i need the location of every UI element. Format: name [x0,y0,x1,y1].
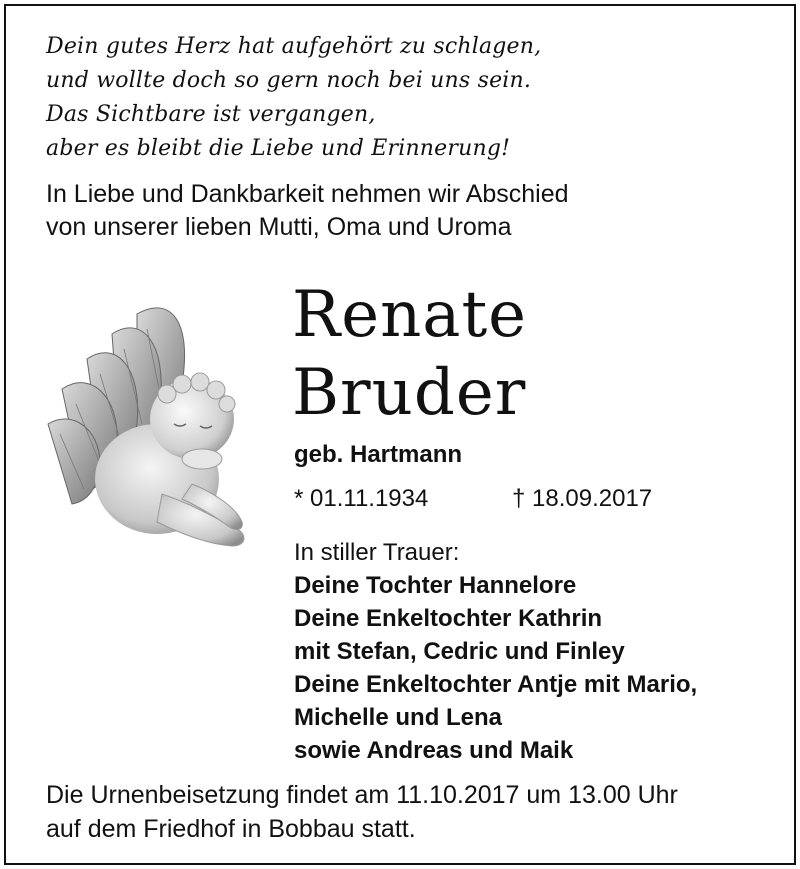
mourners-intro: In stiller Trauer: [294,539,460,566]
life-dates [294,483,653,515]
intro-line: von unserer lieben Mutti, Oma und Uroma [46,213,512,241]
funeral-info [46,778,678,846]
poem [46,30,541,166]
funeral-line: Die Urnenbeisetzung findet am 11.10.2017 um 13.00 Uhr [46,781,678,809]
family-line: sowie Andreas und Maik [294,737,574,764]
farewell-intro [46,178,569,244]
poem-line: Dein gutes Herz hat aufgehört zu schlagen, [46,34,542,59]
mourners [294,536,697,767]
family-list [294,569,697,767]
poem-line: Das Sichtbare ist vergangen, [46,102,376,127]
poem-line: und wollte doch so gern noch bei uns sein. [46,68,532,93]
last-name: Bruder [292,356,527,430]
first-name: Renate [292,278,528,352]
family-line: mit Stefan, Cedric und Finley [294,638,625,665]
sleeping-angel-icon [42,294,252,564]
family-line: Deine Enkeltochter Kathrin [294,605,603,632]
birth-date: * 01.11.1934 [294,485,429,512]
maiden-name: geb. Hartmann [294,441,463,468]
family-line: Deine Enkeltochter Antje mit Mario, [294,671,698,698]
poem-line: aber es bleibt die Liebe und Erinnerung! [46,136,511,161]
family-line: Michelle und Lena [294,704,503,731]
intro-line: In Liebe und Dankbarkeit nehmen wir Abschied [46,180,569,208]
family-line: Deine Tochter Hannelore [294,572,577,599]
funeral-line: auf dem Friedhof in Bobbau statt. [46,815,416,843]
obituary-notice [4,4,796,865]
death-date: † 18.09.2017 [512,485,653,512]
deceased-name [292,276,527,432]
